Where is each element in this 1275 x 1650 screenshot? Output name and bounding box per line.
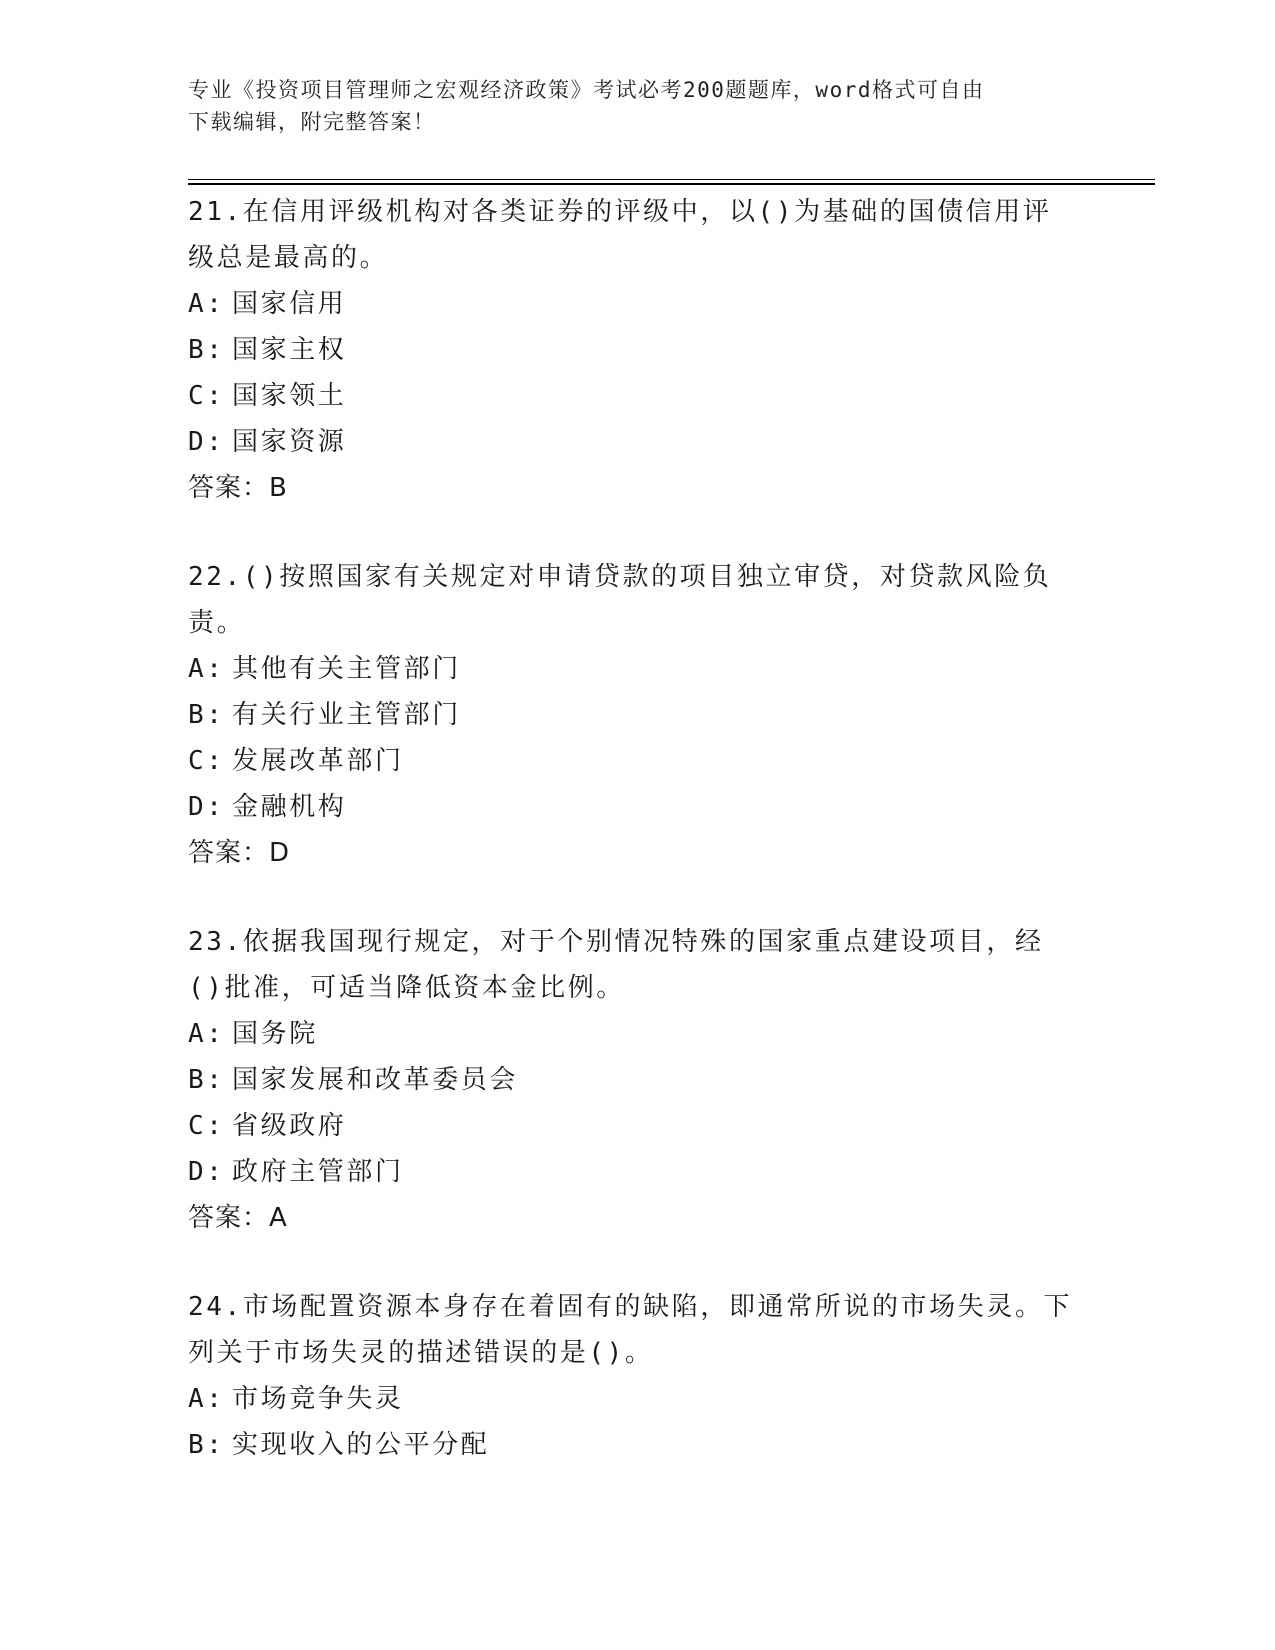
question-list — [188, 189, 1088, 1511]
option-c — [188, 1103, 1088, 1149]
option-a — [188, 1011, 1088, 1057]
question-text: 21.在信用评级机构对各类证券的评级中，以()为基础的国债信用评级总是最高的。 — [188, 197, 1052, 273]
answer-line: 答案：B — [188, 473, 288, 503]
option-letter: A: — [188, 1019, 225, 1049]
option-text: 市场竞争失灵 — [232, 1384, 404, 1414]
option-text: 有关行业主管部门 — [232, 700, 461, 730]
option-letter: A: — [188, 289, 225, 319]
option-letter: B: — [188, 1065, 225, 1095]
header-divider-thin — [188, 179, 1155, 180]
option-letter: B: — [188, 1430, 225, 1460]
answer-line: 答案：A — [188, 1203, 288, 1233]
option-b — [188, 692, 1088, 738]
option-text: 实现收入的公平分配 — [232, 1430, 490, 1460]
option-a — [188, 646, 1088, 692]
option-letter: C: — [188, 1111, 225, 1141]
option-text: 省级政府 — [232, 1111, 347, 1141]
option-letter: D: — [188, 792, 225, 822]
option-letter: D: — [188, 427, 225, 457]
option-letter: C: — [188, 381, 225, 411]
question-text: 22.()按照国家有关规定对申请贷款的项目独立审贷，对贷款风险负责。 — [188, 562, 1052, 638]
option-c — [188, 738, 1088, 784]
option-letter: A: — [188, 654, 225, 684]
option-text: 国务院 — [232, 1019, 318, 1049]
option-d — [188, 784, 1088, 830]
option-b — [188, 1422, 1088, 1468]
question-21 — [188, 189, 1088, 511]
option-d — [188, 1149, 1088, 1195]
header-line-1: 专业《投资项目管理师之宏观经济政策》考试必考200题题库，word格式可自由 — [188, 78, 985, 102]
option-a — [188, 281, 1088, 327]
option-text: 发展改革部门 — [232, 746, 404, 776]
header-divider-thick — [188, 183, 1155, 185]
option-text: 国家资源 — [232, 427, 347, 457]
option-letter: C: — [188, 746, 225, 776]
option-b — [188, 1057, 1088, 1103]
option-text: 国家信用 — [232, 289, 347, 319]
option-letter: A: — [188, 1384, 225, 1414]
question-text: 24.市场配置资源本身存在着固有的缺陷，即通常所说的市场失灵。下列关于市场失灵的描述错误的是()。 — [188, 1292, 1073, 1368]
option-text: 国家主权 — [232, 335, 347, 365]
option-b — [188, 327, 1088, 373]
option-text: 国家发展和改革委员会 — [232, 1065, 519, 1095]
option-a — [188, 1376, 1088, 1422]
question-text: 23.依据我国现行规定，对于个别情况特殊的国家重点建设项目，经()批准，可适当降低资本金比例。 — [188, 927, 1044, 1003]
question-24 — [188, 1284, 1088, 1468]
option-text: 国家领土 — [232, 381, 347, 411]
option-text: 其他有关主管部门 — [232, 654, 461, 684]
option-letter: D: — [188, 1157, 225, 1187]
option-letter: B: — [188, 700, 225, 730]
option-c — [188, 373, 1088, 419]
option-text: 政府主管部门 — [232, 1157, 404, 1187]
question-23 — [188, 919, 1088, 1241]
document-header — [188, 74, 1078, 138]
option-letter: B: — [188, 335, 225, 365]
question-22 — [188, 554, 1088, 876]
header-line-2: 下载编辑，附完整答案！ — [188, 110, 436, 134]
option-d — [188, 419, 1088, 465]
answer-line: 答案：D — [188, 838, 291, 868]
option-text: 金融机构 — [232, 792, 347, 822]
